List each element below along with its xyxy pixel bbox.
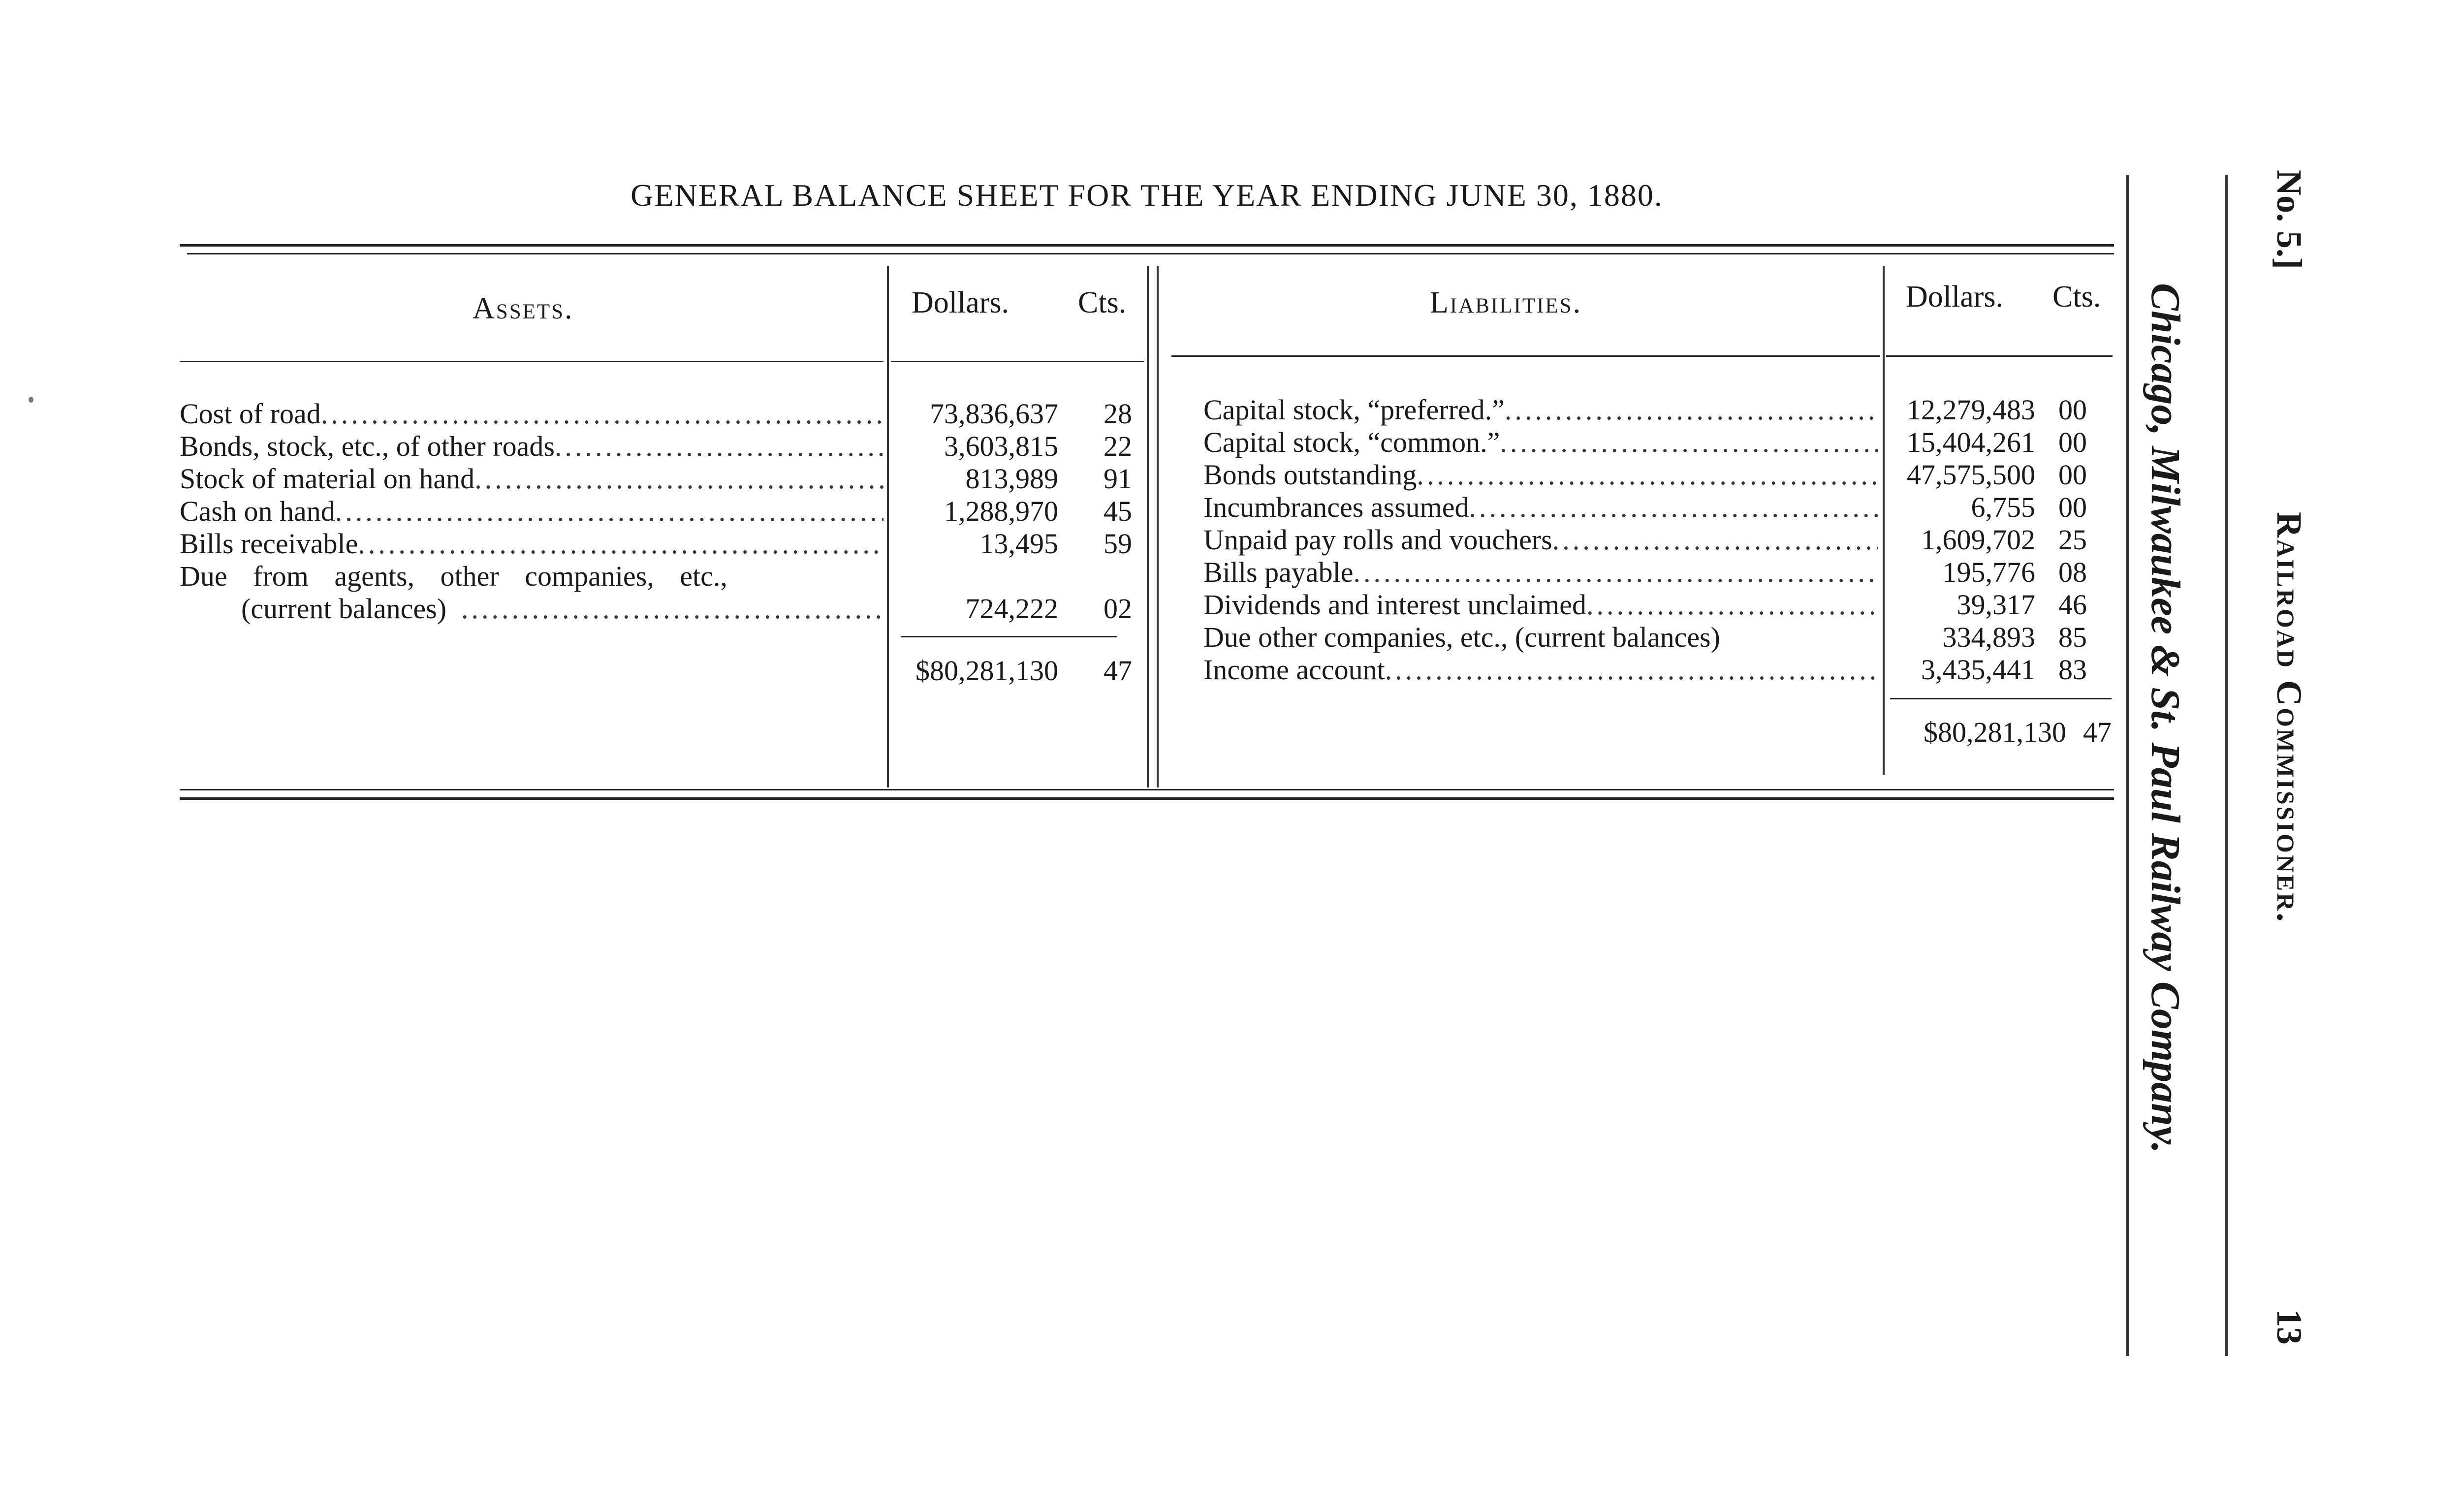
liabilities-row xyxy=(1203,426,2114,459)
paper-speck xyxy=(29,397,33,403)
liability-dollars: 6,755 xyxy=(1971,491,2035,523)
asset-label: Cost of road xyxy=(180,398,321,430)
liability-cents: 00 xyxy=(2058,394,2087,426)
top-rule-1 xyxy=(180,244,2114,247)
liabilities-cts-heading: Cts. xyxy=(2052,280,2101,314)
liabilities-total-cents: 47 xyxy=(2083,716,2112,748)
liability-dollars: 3,435,441 xyxy=(1921,654,2035,686)
asset-label-continued: (current balances) xyxy=(241,593,447,625)
assets-amount-header-rule xyxy=(891,361,1144,362)
assets-heading: Assets. xyxy=(473,292,574,325)
liability-dollars: 39,317 xyxy=(1956,589,2035,621)
liability-cents: 46 xyxy=(2058,589,2087,621)
liability-label: Income account xyxy=(1203,654,1385,686)
liabilities-header-rule xyxy=(1171,355,1880,357)
asset-label: Bills receivable xyxy=(180,528,358,560)
liabilities-row xyxy=(1203,459,2114,491)
assets-row-continued xyxy=(180,593,1144,625)
asset-dollars: 724,222 xyxy=(965,593,1058,625)
assets-total-dollars: $80,281,130 xyxy=(915,655,1058,687)
asset-cents: 22 xyxy=(1104,430,1132,462)
assets-row xyxy=(180,560,1144,593)
assets-cts-heading: Cts. xyxy=(1078,286,1127,319)
asset-cents: 28 xyxy=(1104,398,1132,430)
assets-total-cents: 47 xyxy=(1104,655,1132,687)
running-head-title: Railroad Commissioner. xyxy=(2270,512,2309,924)
asset-label: Stock of material on hand xyxy=(180,463,475,495)
bottom-rule-1 xyxy=(180,789,2114,790)
liabilities-row xyxy=(1203,491,2114,524)
assets-row xyxy=(180,398,1144,430)
center-divider-1 xyxy=(1147,266,1149,788)
liability-dollars: 334,893 xyxy=(1942,621,2035,653)
liability-dollars: 47,575,500 xyxy=(1907,459,2035,491)
liability-cents: 00 xyxy=(2058,459,2087,491)
liability-cents: 00 xyxy=(2058,491,2087,523)
liability-dollars: 1,609,702 xyxy=(1921,524,2035,556)
liabilities-row xyxy=(1203,524,2114,556)
asset-cents: 02 xyxy=(1104,593,1132,625)
liabilities-row xyxy=(1203,394,2114,426)
liability-dollars: 12,279,483 xyxy=(1907,394,2035,426)
asset-dollars: 3,603,815 xyxy=(944,430,1058,462)
liability-cents: 25 xyxy=(2058,524,2087,556)
page-number: 13 xyxy=(2270,1309,2309,1345)
bottom-rule-2 xyxy=(180,797,2114,800)
liability-label: Dividends and interest unclaimed xyxy=(1203,589,1586,621)
center-divider-2 xyxy=(1157,266,1159,788)
liability-cents: 08 xyxy=(2058,556,2087,588)
liability-cents: 83 xyxy=(2058,654,2087,686)
assets-row xyxy=(180,528,1144,560)
liabilities-row xyxy=(1203,621,2114,654)
liability-cents: 00 xyxy=(2058,426,2087,458)
liability-label: Bills payable xyxy=(1203,556,1354,588)
liabilities-row xyxy=(1203,589,2114,621)
liabilities-dollars-heading: Dollars. xyxy=(1906,280,2004,314)
liabilities-heading: Liabilities. xyxy=(1430,286,1582,319)
liabilities-total-rule xyxy=(1890,698,2112,699)
liabilities-total-dollars: $80,281,130 xyxy=(1924,716,2066,748)
asset-label: Bonds, stock, etc., of other roads xyxy=(180,430,555,462)
assets-total-rule xyxy=(901,636,1117,637)
liability-label: Unpaid pay rolls and vouchers xyxy=(1203,524,1552,556)
assets-header-rule xyxy=(180,361,883,362)
asset-dollars: 13,495 xyxy=(979,528,1058,560)
company-name: Chicago, Milwaukee & St. Paul Railway Company. xyxy=(2143,283,2188,1154)
liability-dollars: 15,404,261 xyxy=(1907,426,2035,458)
margin-rule-left xyxy=(2126,175,2129,1356)
liability-label: Capital stock, “common.” xyxy=(1203,426,1500,458)
assets-total-row xyxy=(888,655,1135,687)
page-title: GENERAL BALANCE SHEET FOR THE YEAR ENDING JUNE 30, 1880. xyxy=(631,178,1663,213)
asset-label: Due from agents, other companies, etc., xyxy=(180,560,727,592)
asset-cents: 59 xyxy=(1104,528,1132,560)
issue-number: No. 5.] xyxy=(2270,170,2309,269)
liability-cents: 85 xyxy=(2058,621,2087,653)
asset-cents: 45 xyxy=(1104,495,1132,527)
margin-rule-right xyxy=(2225,175,2228,1356)
top-rule-2 xyxy=(187,253,2114,254)
assets-dollars-heading: Dollars. xyxy=(912,286,1010,319)
asset-dollars: 73,836,637 xyxy=(930,398,1058,430)
liabilities-row xyxy=(1203,556,2114,589)
liability-dollars: 195,776 xyxy=(1942,556,2035,588)
liability-label: Incumbrances assumed xyxy=(1203,491,1469,523)
liability-label: Bonds outstanding xyxy=(1203,459,1417,491)
asset-dollars: 1,288,970 xyxy=(944,495,1058,527)
liability-label: Due other companies, etc., (current balances) xyxy=(1203,621,1720,653)
asset-cents: 91 xyxy=(1104,463,1132,495)
liabilities-amount-header-rule xyxy=(1886,355,2113,357)
liabilities-row xyxy=(1203,654,2114,686)
assets-row xyxy=(180,495,1144,528)
assets-row xyxy=(180,463,1144,495)
asset-dollars: 813,989 xyxy=(965,463,1058,495)
asset-label: Cash on hand xyxy=(180,495,335,527)
liability-label: Capital stock, “preferred.” xyxy=(1203,394,1505,426)
assets-row xyxy=(180,430,1144,463)
liabilities-total-row xyxy=(1884,716,2115,749)
